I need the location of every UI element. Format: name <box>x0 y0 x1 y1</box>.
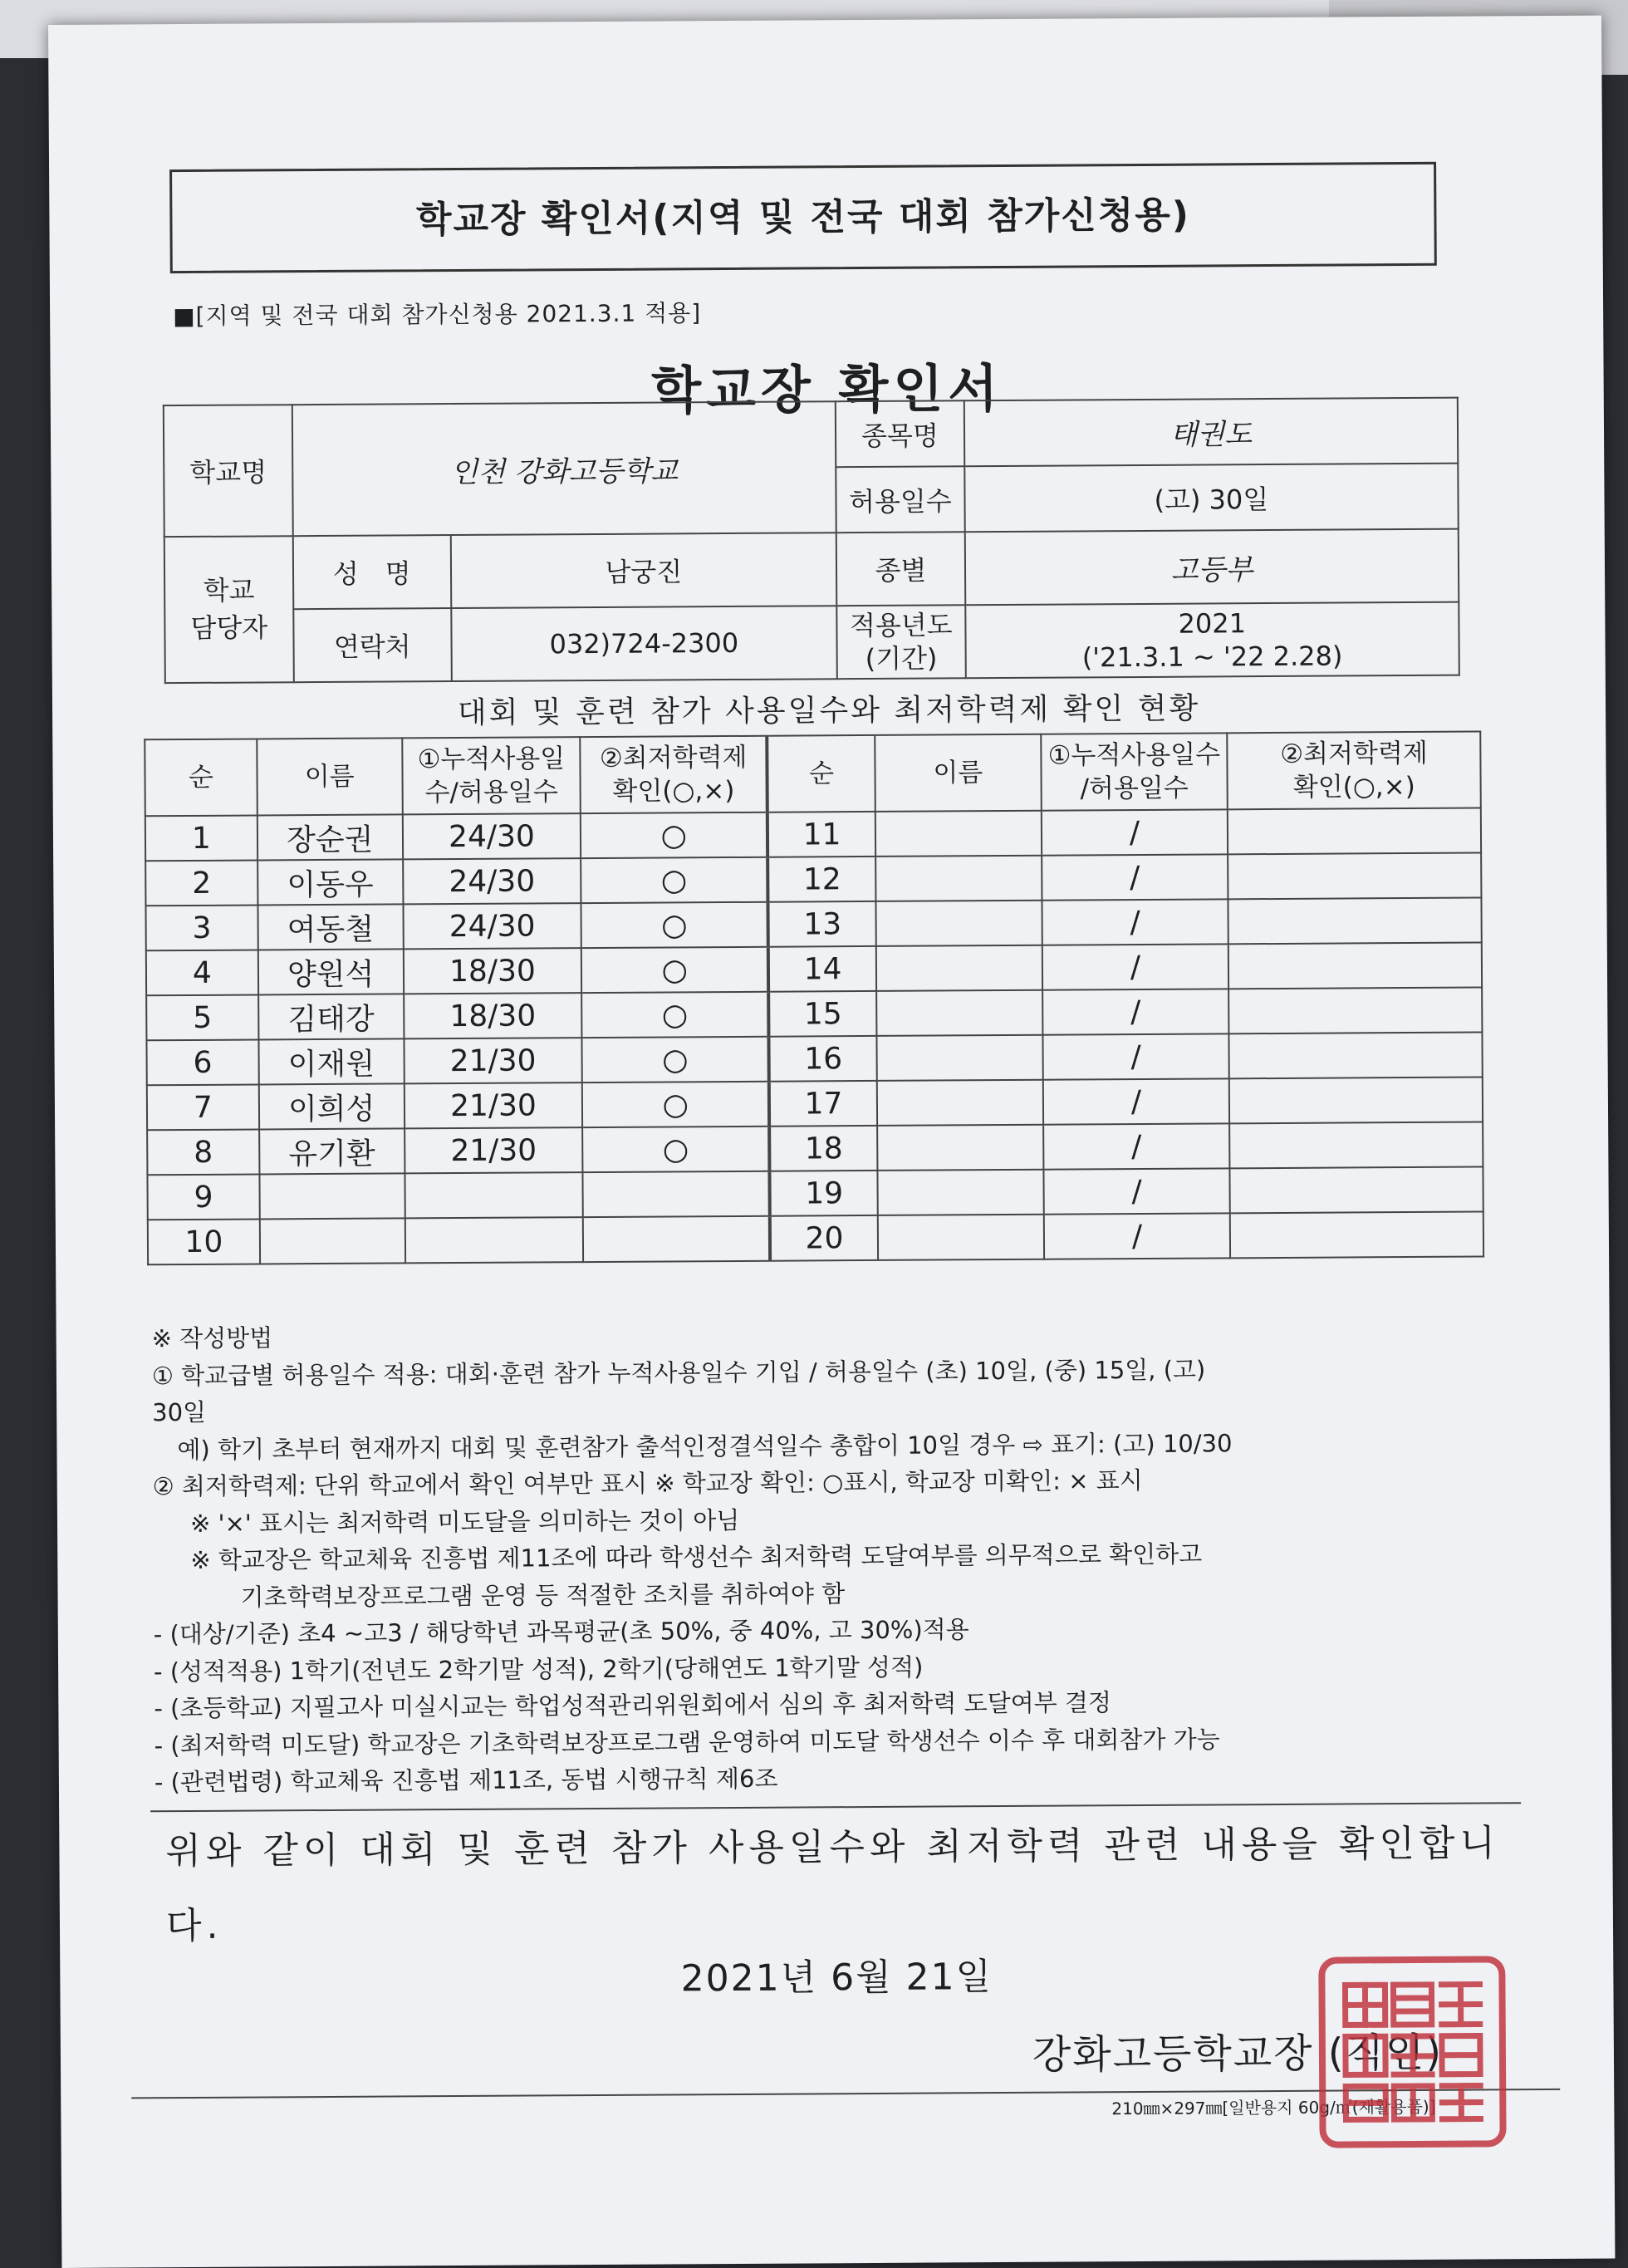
row-number: 7 <box>147 1084 259 1130</box>
row-number: 19 <box>770 1171 878 1216</box>
row-number: 11 <box>767 812 875 857</box>
row-number: 4 <box>146 950 258 995</box>
header-days: ①누적사용일 수/허용일수 <box>402 737 581 814</box>
roster-title: 대회 및 훈련 참가 사용일수와 최저학력제 확인 현황 <box>457 691 1201 731</box>
row-number: 17 <box>769 1081 877 1127</box>
used-days: 18/30 <box>404 993 582 1038</box>
min-academic-check: ○ <box>582 1037 769 1082</box>
min-academic-check: ○ <box>581 857 768 903</box>
note-line: ※ 작성방법 <box>151 1323 273 1353</box>
note-line: - (대상/기준) 초4 ~고3 / 해당학년 과목평균(초 50%, 중 40%, 고 30%)적용 <box>153 1615 969 1649</box>
row-number: 16 <box>769 1036 877 1082</box>
min-academic-check <box>1228 987 1482 1033</box>
document-title-box: 학교장 확인서(지역 및 전국 대회 참가신청용) <box>169 162 1437 273</box>
athlete-name <box>260 1218 405 1264</box>
table-row <box>147 1122 1483 1175</box>
school-name-label: 학교명 <box>164 405 293 537</box>
athlete-name <box>875 811 1042 857</box>
used-days: / <box>1042 944 1228 989</box>
min-academic-check <box>1229 1077 1483 1123</box>
athlete-name: 유기환 <box>259 1128 405 1174</box>
row-number: 2 <box>145 860 257 906</box>
row-number: 1 <box>145 815 257 861</box>
used-days: / <box>1043 1168 1230 1214</box>
main-title: 학교장 확인서 <box>651 357 1003 421</box>
min-academic-check <box>583 1216 770 1262</box>
row-number: 12 <box>767 857 875 902</box>
min-academic-check <box>583 1171 770 1217</box>
note-line: ① 학교급별 허용일수 적용: 대회·훈련 참가 누적사용일수 기입 / 허용일수 (초) 10일, (중) 15일, (고) <box>151 1355 1206 1390</box>
used-days: 21/30 <box>405 1127 583 1173</box>
header-check: ②최저학력제 확인(○,×) <box>581 736 767 813</box>
staff-label: 학교 담당자 <box>164 536 294 683</box>
min-academic-check <box>1228 852 1481 899</box>
min-academic-check: ○ <box>583 1127 770 1172</box>
contact-label: 연락처 <box>293 608 451 682</box>
document-page <box>48 16 1615 2268</box>
used-days: / <box>1042 1078 1229 1124</box>
athlete-name <box>875 856 1042 901</box>
min-academic-check <box>1228 897 1482 944</box>
allowed-days-label: 허용일수 <box>836 466 964 533</box>
row-number: 10 <box>148 1219 260 1264</box>
school-name-value: 인천 강화고등학교 <box>292 401 836 536</box>
used-days: / <box>1041 809 1228 855</box>
used-days: 24/30 <box>403 858 581 904</box>
row-number: 9 <box>147 1174 259 1220</box>
athlete-name <box>876 990 1042 1036</box>
athlete-name: 양원석 <box>258 949 404 994</box>
category-label: 종별 <box>836 532 965 606</box>
seal-glyphs-icon <box>1333 1972 1492 2131</box>
table-row <box>145 852 1481 906</box>
applicability-note: ■[지역 및 전국 대회 참가신청용 2021.3.1 적용] <box>173 299 702 331</box>
header-days-right: ①누적사용일수 /허용일수 <box>1041 733 1228 810</box>
staff-name-label: 성 명 <box>293 535 451 609</box>
athlete-name <box>877 1125 1043 1171</box>
used-days: / <box>1043 1123 1230 1169</box>
document-date: 2021년 6월 21일 <box>680 1956 993 2000</box>
used-days: / <box>1042 989 1229 1034</box>
min-academic-check <box>1228 808 1481 854</box>
confirmation-statement: 위와 같이 대회 및 훈련 참가 사용일수와 최저학력 관련 내용을 확인합니다. <box>165 1822 1501 1948</box>
event-label: 종목명 <box>836 400 964 467</box>
used-days: / <box>1043 1213 1230 1259</box>
min-academic-check: ○ <box>582 1082 769 1127</box>
used-days <box>405 1217 583 1263</box>
used-days <box>405 1172 583 1218</box>
note-line: - (관련법령) 학교체육 진흥법 제11조, 동법 시행규칙 제6조 <box>154 1764 778 1797</box>
used-days: 21/30 <box>404 1038 582 1083</box>
athlete-name: 장순권 <box>257 814 403 860</box>
note-line: - (성적적용) 1학기(전년도 2학기말 성적), 2학기(당해연도 1학기말 성적) <box>154 1652 924 1686</box>
athlete-name <box>877 1170 1043 1215</box>
row-number: 6 <box>146 1039 258 1085</box>
official-seal-stamp <box>1318 1956 1506 2148</box>
row-number: 18 <box>769 1126 877 1171</box>
min-academic-check: ○ <box>581 902 768 948</box>
period-value: ('21.3.1 ~ '22 2.28) <box>1081 640 1343 674</box>
note-line: 30일 <box>152 1397 207 1427</box>
athlete-name: 이동우 <box>257 859 403 905</box>
used-days: / <box>1042 899 1228 945</box>
contact-value: 032)724-2300 <box>451 606 837 681</box>
note-line: - (초등학교) 지필고사 미실시교는 학업성적관리위원회에서 심의 후 최저학력 도달여부 결정 <box>154 1688 1112 1723</box>
table-row <box>146 942 1482 995</box>
used-days: 18/30 <box>403 948 581 994</box>
athlete-name <box>259 1173 405 1219</box>
used-days: 24/30 <box>403 903 581 949</box>
min-academic-check <box>1229 1032 1483 1078</box>
note-line: ※ '×' 표시는 최저학력 미도달을 의미하는 것이 아님 <box>189 1505 740 1538</box>
row-number: 14 <box>768 946 876 992</box>
header-no: 순 <box>145 739 257 816</box>
note-line: ② 최저학력제: 단위 학교에서 확인 여부만 표시 ※ 학교장 확인: ○표시, 학교장 미확인: × 표시 <box>152 1465 1143 1501</box>
min-academic-check <box>1230 1211 1483 1258</box>
year-value: 2021 <box>1178 607 1247 640</box>
paper-spec: 210㎜×297㎜[일반용지 60g/㎡(재활용품)] <box>1111 2096 1436 2119</box>
note-line: - (최저학력 미도달) 학교장은 기초학력보장프로그램 운영하여 미도달 학생선수 이수 후 대회참가 가능 <box>154 1724 1220 1760</box>
athlete-name <box>877 1080 1043 1126</box>
athlete-name <box>878 1215 1044 1260</box>
min-academic-check <box>1228 942 1482 989</box>
athlete-name <box>876 1035 1042 1081</box>
used-days: / <box>1042 854 1228 900</box>
category-value: 고등부 <box>965 529 1459 606</box>
used-days: 21/30 <box>404 1082 582 1128</box>
school-info-table <box>163 397 1460 685</box>
athlete-name: 김태강 <box>258 994 404 1039</box>
note-line: 예) 학기 초부터 현재까지 대회 및 훈련참가 출석인정결석일수 총합이 10일 경우 ⇨ 표기: (고) 10/30 <box>177 1428 1233 1464</box>
row-number: 13 <box>768 901 876 947</box>
event-value: 태권도 <box>964 398 1459 467</box>
roster-table <box>144 730 1484 1265</box>
header-check-right: ②최저학력제 확인(○,×) <box>1228 731 1481 809</box>
table-row <box>146 987 1482 1040</box>
min-academic-check <box>1229 1122 1483 1168</box>
row-number: 8 <box>147 1129 259 1175</box>
table-row <box>146 1032 1482 1085</box>
period-label: 적용년도 (기간) <box>836 605 965 679</box>
table-row <box>148 1211 1483 1264</box>
athlete-name: 이희성 <box>259 1083 405 1129</box>
athlete-name: 이재원 <box>258 1038 404 1084</box>
table-row <box>147 1166 1483 1220</box>
note-line: 기초학력보장프로그램 운영 등 적절한 조치를 취하여야 함 <box>240 1578 846 1612</box>
used-days: 24/30 <box>402 813 581 859</box>
writing-instructions <box>152 1312 1526 1801</box>
note-line: ※ 학교장은 학교체육 진흥법 제11조에 따라 학생선수 최저학력 도달여부를 의무적으로 확인하고 <box>190 1539 1203 1574</box>
allowed-days-value: (고) 30일 <box>964 464 1459 533</box>
header-name: 이름 <box>257 738 402 815</box>
athlete-name <box>875 901 1042 946</box>
min-academic-check: ○ <box>581 947 768 993</box>
header-name-right: 이름 <box>875 734 1041 812</box>
header-no-right: 순 <box>767 735 875 812</box>
table-row <box>147 1077 1483 1130</box>
row-number: 20 <box>770 1215 878 1261</box>
staff-name-value: 남궁진 <box>450 533 836 608</box>
principal-signature: 강화고등학교장 (직인) <box>1032 2029 1444 2079</box>
row-number: 15 <box>768 991 876 1037</box>
min-academic-check: ○ <box>581 812 767 858</box>
athlete-name: 여동철 <box>257 904 403 950</box>
period-value-cell <box>965 602 1459 679</box>
row-number: 5 <box>146 994 258 1040</box>
min-academic-check <box>1230 1166 1483 1213</box>
athlete-name <box>876 945 1042 991</box>
table-row <box>145 897 1481 950</box>
used-days: / <box>1042 1033 1229 1079</box>
row-number: 3 <box>145 905 257 950</box>
min-academic-check: ○ <box>582 992 769 1038</box>
table-row <box>145 808 1481 861</box>
